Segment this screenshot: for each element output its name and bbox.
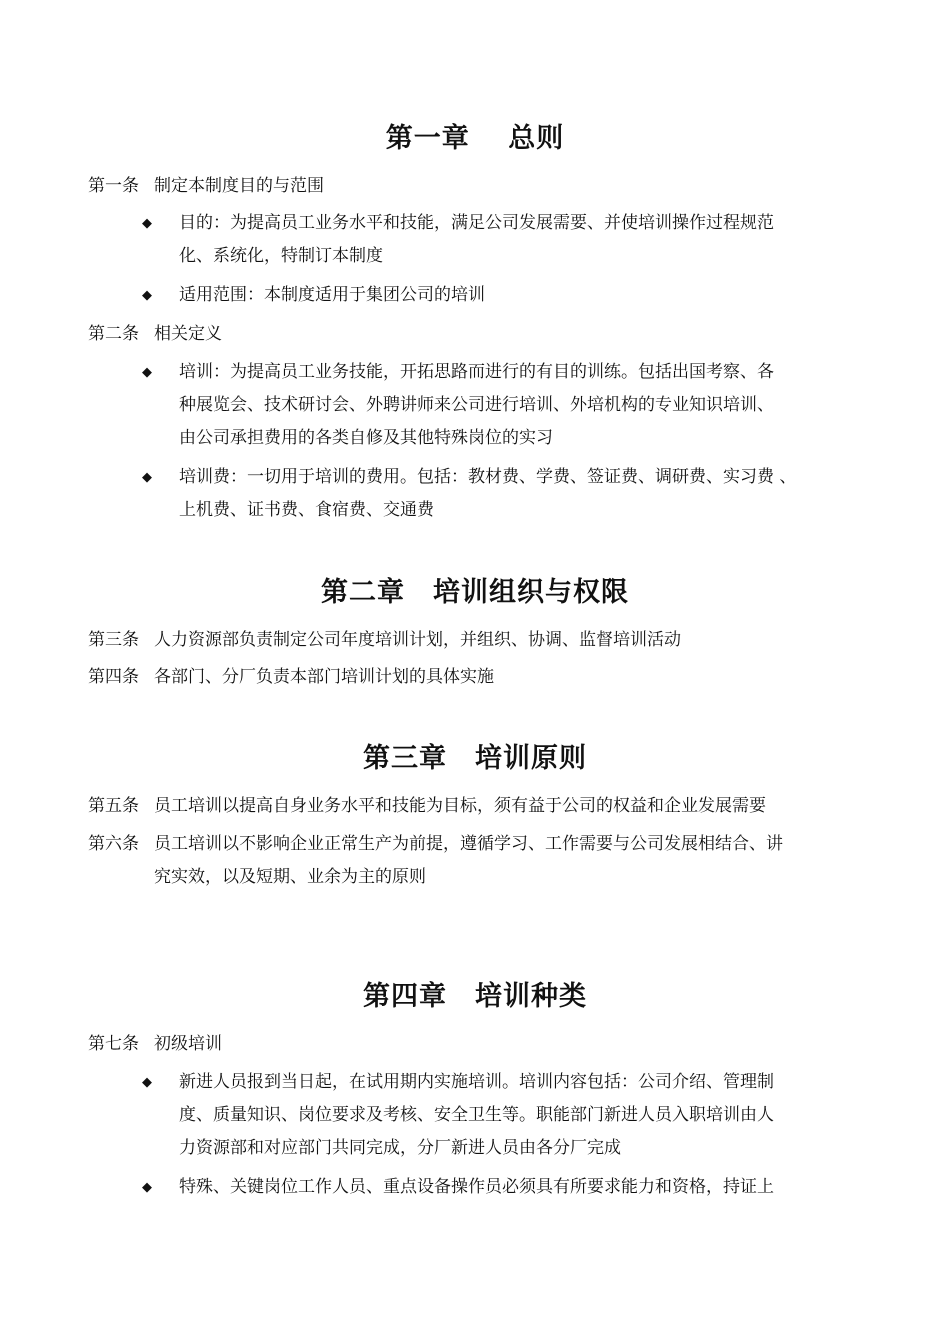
article-title: 人力资源部负责制定公司年度培训计划，并组织、协调、监督培训活动 [154,630,681,650]
article-title: 员工培训以提高自身业务水平和技能为目标，须有益于公司的权益和企业发展需要 [154,796,766,816]
chapter-1-title: 第一章 总则 [385,123,565,154]
article-number: 第四条 [88,667,139,687]
diamond-bullet-icon: ◆ [142,288,152,303]
bullet-text: 培训：为提高员工业务技能，开拓思路而进行的有目的训练。包括出国考察、各 种展览会、技术研讨会、外聘讲师来公司进行培训、外培机构的专业知识培训、 由公司承担费用的各类自修及其他特殊岗位的实习 [179,362,774,448]
diamond-bullet-icon: ◆ [142,216,152,231]
bullet-text: 特殊、关键岗位工作人员、重点设备操作员必须具有所要求能力和资格，持证上 [179,1177,774,1197]
chapter-3-title: 第三章 培训原则 [363,743,587,774]
article-number: 第五条 [88,796,139,816]
article-title: 制定本制度目的与范围 [154,176,324,196]
bullet-text: 目的：为提高员工业务水平和技能，满足公司发展需要、并使培训操作过程规范 化、系统化，特制订本制度 [179,213,774,266]
article-number: 第六条 [88,834,139,854]
article-5 [88,790,880,823]
article-title: 员工培训以不影响企业正常生产为前提，遵循学习、工作需要与公司发展相结合、讲 [154,834,783,854]
article-6 [88,828,880,887]
article-number: 第一条 [88,176,139,196]
article-number: 第二条 [88,324,139,344]
chapter-4-title: 第四章 培训种类 [363,981,587,1012]
article-title: 初级培训 [154,1034,222,1054]
article-7 [88,1028,880,1061]
diamond-bullet-icon: ◆ [142,1180,152,1195]
article-title: 各部门、分厂负责本部门培训计划的具体实施 [154,667,494,687]
article-number: 第七条 [88,1034,139,1054]
article-4 [88,661,880,694]
article-3 [88,624,880,657]
diamond-bullet-icon: ◆ [142,1075,152,1090]
diamond-bullet-icon: ◆ [142,470,152,485]
article-1 [88,170,880,203]
bullet-text: 培训费：一切用于培训的费用。包括：教材费、学费、签证费、调研费、实习费 、 上机费、证书费、食宿费、交通费 [179,467,797,520]
diamond-bullet-icon: ◆ [142,365,152,380]
article-title: 相关定义 [154,324,222,344]
bullet-text: 适用范围：本制度适用于集团公司的培训 [179,285,485,305]
chapter-2-title: 第二章 培训组织与权限 [321,577,629,608]
article-2 [88,318,880,351]
bullet-text: 新进人员报到当日起，在试用期内实施培训。培训内容包括：公司介绍、管理制 度、质量知识、岗位要求及考核、安全卫生等。职能部门新进人员入职培训由人 力资源部和对应部门共同完成，分厂新进人员由各分厂完成 [179,1072,774,1158]
article-continuation: 究实效，以及短期、业余为主的原则 [154,867,426,887]
article-number: 第三条 [88,630,139,650]
